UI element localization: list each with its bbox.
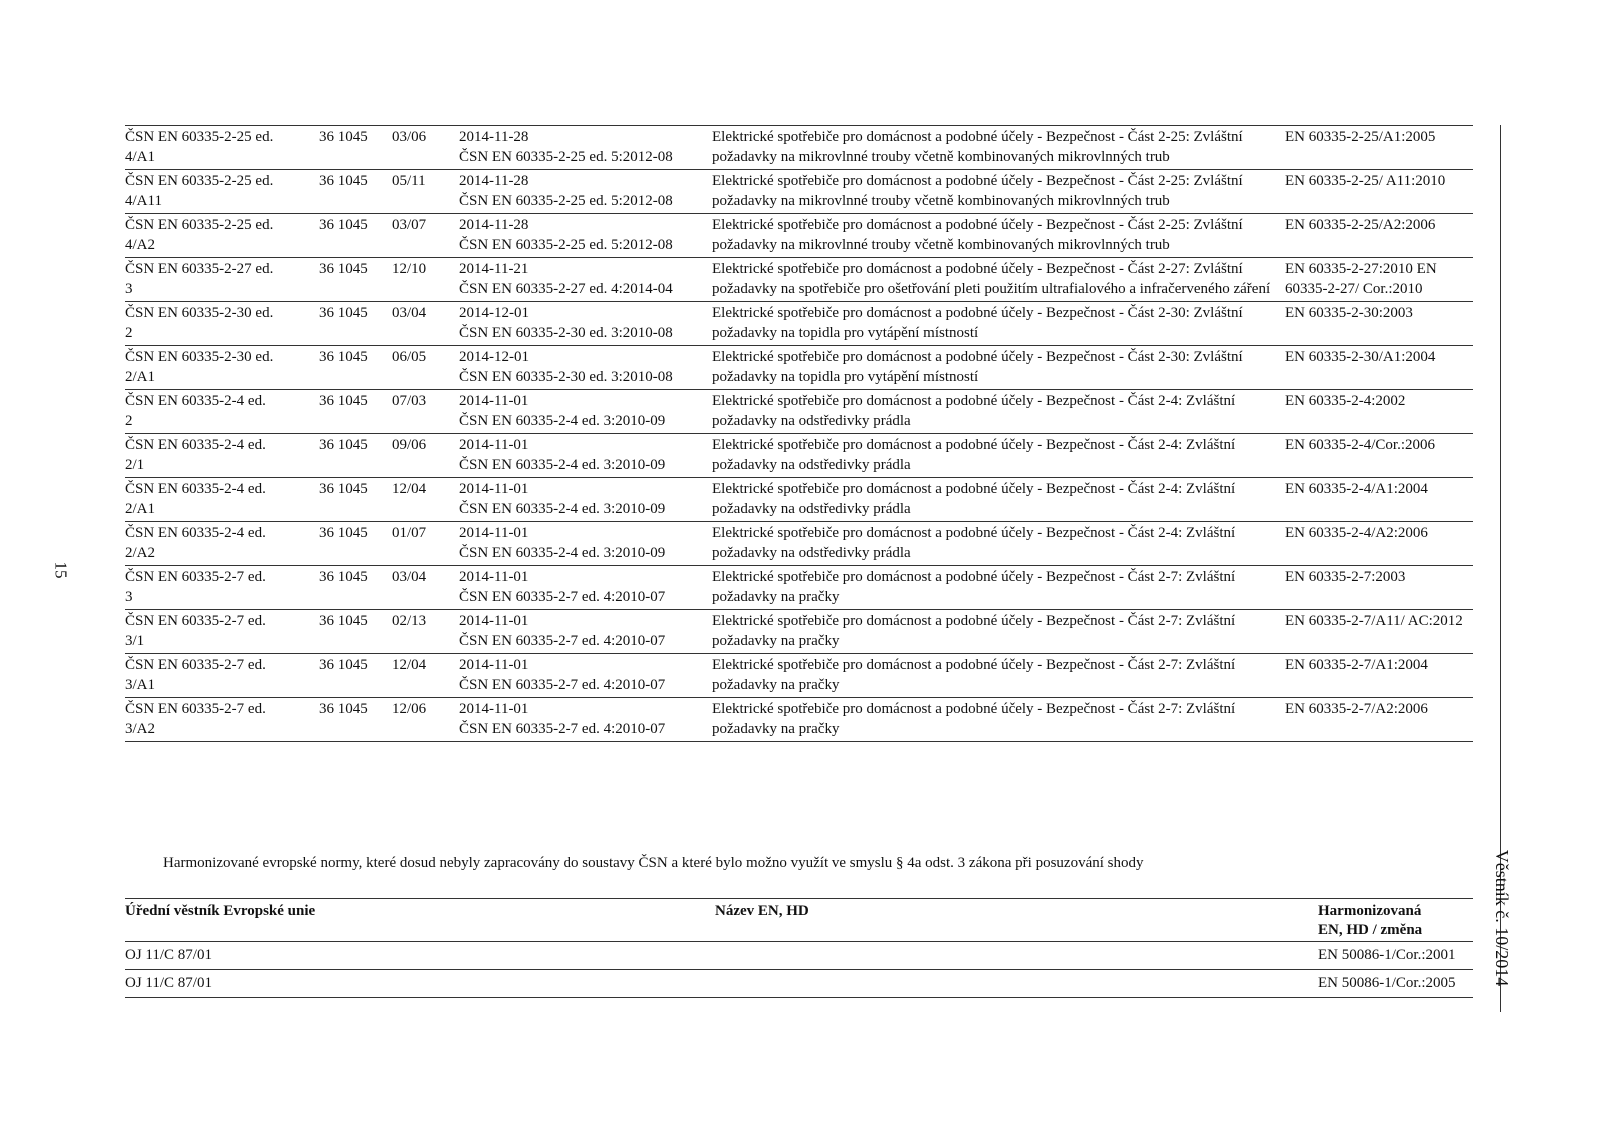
- withdrawal-line-1: 2014-11-01: [459, 437, 529, 453]
- withdrawal-line-2: ČSN EN 60335-2-7 ed. 4:2010-07: [459, 721, 666, 737]
- class-code-cell: [319, 698, 392, 742]
- csn-designation-line-1: ČSN EN 60335-2-25 ed.: [125, 173, 274, 189]
- table-row: [125, 214, 1473, 258]
- issue: 03/07: [392, 217, 427, 233]
- table-row: [125, 478, 1473, 522]
- en-designation: EN 60335-2-4:2002: [1285, 393, 1406, 409]
- withdrawal-cell: [459, 390, 712, 434]
- issue-cell: [392, 170, 459, 214]
- csn-designation-line-2: 2/1: [125, 457, 145, 473]
- en-designation-cell: [1285, 126, 1473, 170]
- withdrawal-line-2: ČSN EN 60335-2-7 ed. 4:2010-07: [459, 633, 666, 649]
- en-designation-cell: [1285, 566, 1473, 610]
- withdrawal-line-1: 2014-11-21: [459, 261, 529, 277]
- withdrawal-cell: [459, 258, 712, 302]
- standard-title: Elektrické spotřebiče pro domácnost a podobné účely - Bezpečnost - Část 2-25: Zvláštní požadavky na mikrovlnné trouby včetně kombinovaných mikrovlnných trub: [712, 217, 1243, 253]
- csn-designation-line-2: 4/A2: [125, 237, 155, 253]
- withdrawal-cell: [459, 698, 712, 742]
- csn-designation-cell: [125, 522, 319, 566]
- withdrawal-line-2: ČSN EN 60335-2-25 ed. 5:2012-08: [459, 193, 673, 209]
- issue-cell: [392, 258, 459, 302]
- issue: 01/07: [392, 525, 427, 541]
- issue-cell: [392, 126, 459, 170]
- csn-designation-line-1: ČSN EN 60335-2-7 ed.: [125, 613, 266, 629]
- table-row: [125, 654, 1473, 698]
- withdrawal-line-1: 2014-12-01: [459, 349, 529, 365]
- issue-cell: [392, 478, 459, 522]
- withdrawal-line-2: ČSN EN 60335-2-30 ed. 3:2010-08: [459, 325, 673, 341]
- class-code-cell: [319, 302, 392, 346]
- class-code: 36 1045: [319, 613, 368, 629]
- oj-name-cell: [715, 942, 1318, 970]
- standard-title-cell: [712, 170, 1285, 214]
- table-row: [125, 434, 1473, 478]
- journal-label: Věstník č. 10/2014: [1492, 849, 1512, 987]
- csn-designation-cell: [125, 610, 319, 654]
- en-designation: EN 60335-2-30/A1:2004: [1285, 349, 1436, 365]
- class-code-cell: [319, 170, 392, 214]
- issue: 02/13: [392, 613, 427, 629]
- withdrawal-cell: [459, 214, 712, 258]
- withdrawal-line-2: ČSN EN 60335-2-25 ed. 5:2012-08: [459, 237, 673, 253]
- issue: 06/05: [392, 349, 427, 365]
- class-code-cell: [319, 390, 392, 434]
- withdrawal-line-1: 2014-11-28: [459, 173, 529, 189]
- class-code: 36 1045: [319, 481, 368, 497]
- csn-designation-cell: [125, 390, 319, 434]
- en-designation-cell: [1285, 258, 1473, 302]
- issue-cell: [392, 302, 459, 346]
- en-designation-cell: [1285, 698, 1473, 742]
- en-designation: EN 60335-2-4/Cor.:2006: [1285, 437, 1435, 453]
- class-code-cell: [319, 214, 392, 258]
- csn-designation-cell: [125, 478, 319, 522]
- csn-designation-line-2: 3/1: [125, 633, 145, 649]
- en-designation: EN 60335-2-30:2003: [1285, 305, 1413, 321]
- withdrawal-line-2: ČSN EN 60335-2-27 ed. 4:2014-04: [459, 281, 673, 297]
- withdrawal-line-2: ČSN EN 60335-2-4 ed. 3:2010-09: [459, 413, 666, 429]
- oj-header-harmonized-line1: Harmonizovaná: [1318, 903, 1422, 919]
- withdrawal-line-1: 2014-11-28: [459, 129, 529, 145]
- withdrawal-line-2: ČSN EN 60335-2-4 ed. 3:2010-09: [459, 457, 666, 473]
- en-designation: EN 60335-2-7/A1:2004: [1285, 657, 1428, 673]
- table-row: [125, 522, 1473, 566]
- csn-designation-cell: [125, 654, 319, 698]
- csn-designation-line-1: ČSN EN 60335-2-4 ed.: [125, 481, 266, 497]
- class-code-cell: [319, 654, 392, 698]
- en-designation-cell: [1285, 610, 1473, 654]
- en-designation-cell: [1285, 302, 1473, 346]
- standard-title: Elektrické spotřebiče pro domácnost a podobné účely - Bezpečnost - Část 2-4: Zvláštní požadavky na odstředivky prádla: [712, 437, 1236, 473]
- issue: 07/03: [392, 393, 427, 409]
- table-row: [125, 698, 1473, 742]
- class-code: 36 1045: [319, 217, 368, 233]
- withdrawal-cell: [459, 434, 712, 478]
- csn-designation-cell: [125, 346, 319, 390]
- oj-name-cell: [715, 970, 1318, 998]
- issue-cell: [392, 698, 459, 742]
- withdrawal-line-1: 2014-11-01: [459, 657, 529, 673]
- class-code-cell: [319, 478, 392, 522]
- en-designation-cell: [1285, 214, 1473, 258]
- withdrawal-line-1: 2014-11-01: [459, 613, 529, 629]
- en-designation-cell: [1285, 654, 1473, 698]
- table-row: [125, 390, 1473, 434]
- table-row: [125, 302, 1473, 346]
- csn-designation-cell: [125, 698, 319, 742]
- issue-cell: [392, 654, 459, 698]
- harmonized-note: Harmonizované evropské normy, které dosud nebyly zapracovány do soustavy ČSN a které bylo možno využít ve smyslu § 4a odst. 3 zákona při posuzování shody: [163, 855, 1144, 871]
- oj-header-harmonized-line2: EN, HD / změna: [1318, 922, 1423, 938]
- csn-designation-line-1: ČSN EN 60335-2-4 ed.: [125, 437, 266, 453]
- issue: 12/04: [392, 657, 427, 673]
- standard-title-cell: [712, 214, 1285, 258]
- withdrawal-line-1: 2014-11-01: [459, 481, 529, 497]
- en-designation: EN 60335-2-25/A2:2006: [1285, 217, 1436, 233]
- withdrawal-line-1: 2014-11-28: [459, 217, 529, 233]
- withdrawal-cell: [459, 126, 712, 170]
- issue: 05/11: [392, 173, 426, 189]
- issue: 09/06: [392, 437, 427, 453]
- standard-title-cell: [712, 434, 1285, 478]
- standard-title: Elektrické spotřebiče pro domácnost a podobné účely - Bezpečnost - Část 2-7: Zvláštní požadavky na pračky: [712, 701, 1236, 737]
- table-row: [125, 346, 1473, 390]
- withdrawal-cell: [459, 170, 712, 214]
- withdrawal-cell: [459, 302, 712, 346]
- page-number: 15: [51, 561, 71, 579]
- en-designation: EN 60335-2-4/A2:2006: [1285, 525, 1428, 541]
- csn-designation-cell: [125, 214, 319, 258]
- issue: 12/10: [392, 261, 427, 277]
- withdrawn-standards-table: [125, 125, 1473, 742]
- csn-designation-line-2: 3/A2: [125, 721, 155, 737]
- en-designation: EN 60335-2-7/A2:2006: [1285, 701, 1428, 717]
- table-row: [125, 610, 1473, 654]
- csn-designation-cell: [125, 258, 319, 302]
- withdrawal-cell: [459, 346, 712, 390]
- table-row: [125, 126, 1473, 170]
- class-code: 36 1045: [319, 525, 368, 541]
- en-designation: EN 60335-2-27:2010 EN 60335-2-27/ Cor.:2010: [1285, 261, 1437, 297]
- issue: 03/06: [392, 129, 427, 145]
- issue-cell: [392, 390, 459, 434]
- csn-designation-line-1: ČSN EN 60335-2-7 ed.: [125, 657, 266, 673]
- class-code: 36 1045: [319, 349, 368, 365]
- csn-designation-line-2: 2/A1: [125, 369, 155, 385]
- issue-cell: [392, 346, 459, 390]
- class-code: 36 1045: [319, 173, 368, 189]
- standard-title: Elektrické spotřebiče pro domácnost a podobné účely - Bezpečnost - Část 2-4: Zvláštní požadavky na odstředivky prádla: [712, 481, 1236, 517]
- withdrawal-cell: [459, 478, 712, 522]
- class-code-cell: [319, 126, 392, 170]
- withdrawal-line-1: 2014-11-01: [459, 569, 529, 585]
- standard-title-cell: [712, 610, 1285, 654]
- en-designation: EN 60335-2-25/A1:2005: [1285, 129, 1436, 145]
- class-code: 36 1045: [319, 701, 368, 717]
- class-code-cell: [319, 346, 392, 390]
- csn-designation-cell: [125, 302, 319, 346]
- csn-designation-line-2: 3: [125, 281, 133, 297]
- class-code: 36 1045: [319, 393, 368, 409]
- class-code-cell: [319, 610, 392, 654]
- standard-title-cell: [712, 478, 1285, 522]
- csn-designation-line-2: 3: [125, 589, 133, 605]
- csn-designation-line-1: ČSN EN 60335-2-25 ed.: [125, 217, 274, 233]
- csn-designation-line-1: ČSN EN 60335-2-7 ed.: [125, 701, 266, 717]
- csn-designation-line-2: 4/A11: [125, 193, 162, 209]
- class-code-cell: [319, 566, 392, 610]
- en-designation: EN 60335-2-7/A11/ AC:2012: [1285, 613, 1463, 629]
- csn-designation-line-1: ČSN EN 60335-2-30 ed.: [125, 349, 274, 365]
- withdrawal-cell: [459, 522, 712, 566]
- en-designation: EN 60335-2-25/ A11:2010: [1285, 173, 1446, 189]
- csn-designation-line-1: ČSN EN 60335-2-4 ed.: [125, 525, 266, 541]
- withdrawal-line-2: ČSN EN 60335-2-30 ed. 3:2010-08: [459, 369, 673, 385]
- issue-cell: [392, 214, 459, 258]
- standard-title: Elektrické spotřebiče pro domácnost a podobné účely - Bezpečnost - Část 2-7: Zvláštní požadavky na pračky: [712, 657, 1236, 693]
- withdrawal-cell: [459, 610, 712, 654]
- issue: 12/06: [392, 701, 427, 717]
- withdrawal-cell: [459, 566, 712, 610]
- withdrawal-line-2: ČSN EN 60335-2-4 ed. 3:2010-09: [459, 545, 666, 561]
- issue: 03/04: [392, 569, 427, 585]
- oj-table-row: [125, 942, 1473, 970]
- en-designation-cell: [1285, 522, 1473, 566]
- issue-cell: [392, 434, 459, 478]
- class-code-cell: [319, 434, 392, 478]
- standard-title-cell: [712, 522, 1285, 566]
- csn-designation-line-1: ČSN EN 60335-2-30 ed.: [125, 305, 274, 321]
- oj-header-harmonized: [1318, 899, 1473, 942]
- oj-journal-cell: OJ 11/C 87/01: [125, 970, 715, 998]
- withdrawal-cell: [459, 654, 712, 698]
- table-row: [125, 170, 1473, 214]
- csn-designation-line-1: ČSN EN 60335-2-4 ed.: [125, 393, 266, 409]
- issue-cell: [392, 610, 459, 654]
- standard-title: Elektrické spotřebiče pro domácnost a podobné účely - Bezpečnost - Část 2-30: Zvláštní požadavky na topidla pro vytápění místností: [712, 305, 1243, 341]
- oj-header-journal: Úřední věstník Evropské unie: [125, 899, 715, 942]
- class-code: 36 1045: [319, 305, 368, 321]
- oj-standards-table: [125, 898, 1473, 998]
- csn-designation-line-1: ČSN EN 60335-2-25 ed.: [125, 129, 274, 145]
- class-code: 36 1045: [319, 569, 368, 585]
- csn-designation-line-2: 2/A1: [125, 501, 155, 517]
- standard-title-cell: [712, 126, 1285, 170]
- standard-title: Elektrické spotřebiče pro domácnost a podobné účely - Bezpečnost - Část 2-25: Zvláštní požadavky na mikrovlnné trouby včetně kombinovaných mikrovlnných trub: [712, 173, 1243, 209]
- class-code-cell: [319, 258, 392, 302]
- class-code: 36 1045: [319, 261, 368, 277]
- issue-cell: [392, 522, 459, 566]
- withdrawal-line-1: 2014-11-01: [459, 393, 529, 409]
- csn-designation-line-1: ČSN EN 60335-2-27 ed.: [125, 261, 274, 277]
- issue: 03/04: [392, 305, 427, 321]
- en-designation: EN 60335-2-4/A1:2004: [1285, 481, 1428, 497]
- csn-designation-line-2: 2/A2: [125, 545, 155, 561]
- csn-designation-line-2: 3/A1: [125, 677, 155, 693]
- standard-title: Elektrické spotřebiče pro domácnost a podobné účely - Bezpečnost - Část 2-7: Zvláštní požadavky na pračky: [712, 569, 1236, 605]
- standard-title: Elektrické spotřebiče pro domácnost a podobné účely - Bezpečnost - Část 2-4: Zvláštní požadavky na odstředivky prádla: [712, 393, 1236, 429]
- en-designation-cell: [1285, 478, 1473, 522]
- standard-title-cell: [712, 390, 1285, 434]
- standard-title-cell: [712, 258, 1285, 302]
- standard-title: Elektrické spotřebiče pro domácnost a podobné účely - Bezpečnost - Část 2-7: Zvláštní požadavky na pračky: [712, 613, 1236, 649]
- withdrawal-line-1: 2014-12-01: [459, 305, 529, 321]
- oj-journal-cell: OJ 11/C 87/01: [125, 942, 715, 970]
- withdrawal-line-2: ČSN EN 60335-2-4 ed. 3:2010-09: [459, 501, 666, 517]
- standard-title: Elektrické spotřebiče pro domácnost a podobné účely - Bezpečnost - Část 2-30: Zvláštní požadavky na topidla pro vytápění místností: [712, 349, 1243, 385]
- csn-designation-line-2: 2: [125, 325, 133, 341]
- standard-title-cell: [712, 566, 1285, 610]
- csn-designation-line-1: ČSN EN 60335-2-7 ed.: [125, 569, 266, 585]
- csn-designation-cell: [125, 566, 319, 610]
- class-code: 36 1045: [319, 437, 368, 453]
- table-row: [125, 566, 1473, 610]
- standard-title-cell: [712, 654, 1285, 698]
- oj-table-row: [125, 970, 1473, 998]
- issue-cell: [392, 566, 459, 610]
- oj-header-row: [125, 899, 1473, 942]
- table-row: [125, 258, 1473, 302]
- withdrawal-line-2: ČSN EN 60335-2-7 ed. 4:2010-07: [459, 677, 666, 693]
- class-code-cell: [319, 522, 392, 566]
- standard-title: Elektrické spotřebiče pro domácnost a podobné účely - Bezpečnost - Část 2-27: Zvláštní požadavky na spotřebiče pro ošetřování pleti použitím ultrafialového a infračerveného záření: [712, 261, 1271, 297]
- csn-designation-cell: [125, 434, 319, 478]
- withdrawal-line-2: ČSN EN 60335-2-25 ed. 5:2012-08: [459, 149, 673, 165]
- standard-title: Elektrické spotřebiče pro domácnost a podobné účely - Bezpečnost - Část 2-4: Zvláštní požadavky na odstředivky prádla: [712, 525, 1236, 561]
- csn-designation-line-2: 2: [125, 413, 133, 429]
- standard-title-cell: [712, 302, 1285, 346]
- en-designation: EN 60335-2-7:2003: [1285, 569, 1406, 585]
- csn-designation-line-2: 4/A1: [125, 149, 155, 165]
- issue: 12/04: [392, 481, 427, 497]
- withdrawal-line-1: 2014-11-01: [459, 525, 529, 541]
- standard-title: Elektrické spotřebiče pro domácnost a podobné účely - Bezpečnost - Část 2-25: Zvláštní požadavky na mikrovlnné trouby včetně kombinovaných mikrovlnných trub: [712, 129, 1243, 165]
- oj-harmonized-cell: EN 50086-1/Cor.:2005: [1318, 970, 1473, 998]
- oj-header-name: Název EN, HD: [715, 899, 1318, 942]
- standard-title-cell: [712, 698, 1285, 742]
- oj-harmonized-cell: EN 50086-1/Cor.:2001: [1318, 942, 1473, 970]
- withdrawal-line-2: ČSN EN 60335-2-7 ed. 4:2010-07: [459, 589, 666, 605]
- class-code: 36 1045: [319, 129, 368, 145]
- class-code: 36 1045: [319, 657, 368, 673]
- en-designation-cell: [1285, 434, 1473, 478]
- en-designation-cell: [1285, 390, 1473, 434]
- withdrawal-line-1: 2014-11-01: [459, 701, 529, 717]
- csn-designation-cell: [125, 170, 319, 214]
- csn-designation-cell: [125, 126, 319, 170]
- standard-title-cell: [712, 346, 1285, 390]
- en-designation-cell: [1285, 346, 1473, 390]
- en-designation-cell: [1285, 170, 1473, 214]
